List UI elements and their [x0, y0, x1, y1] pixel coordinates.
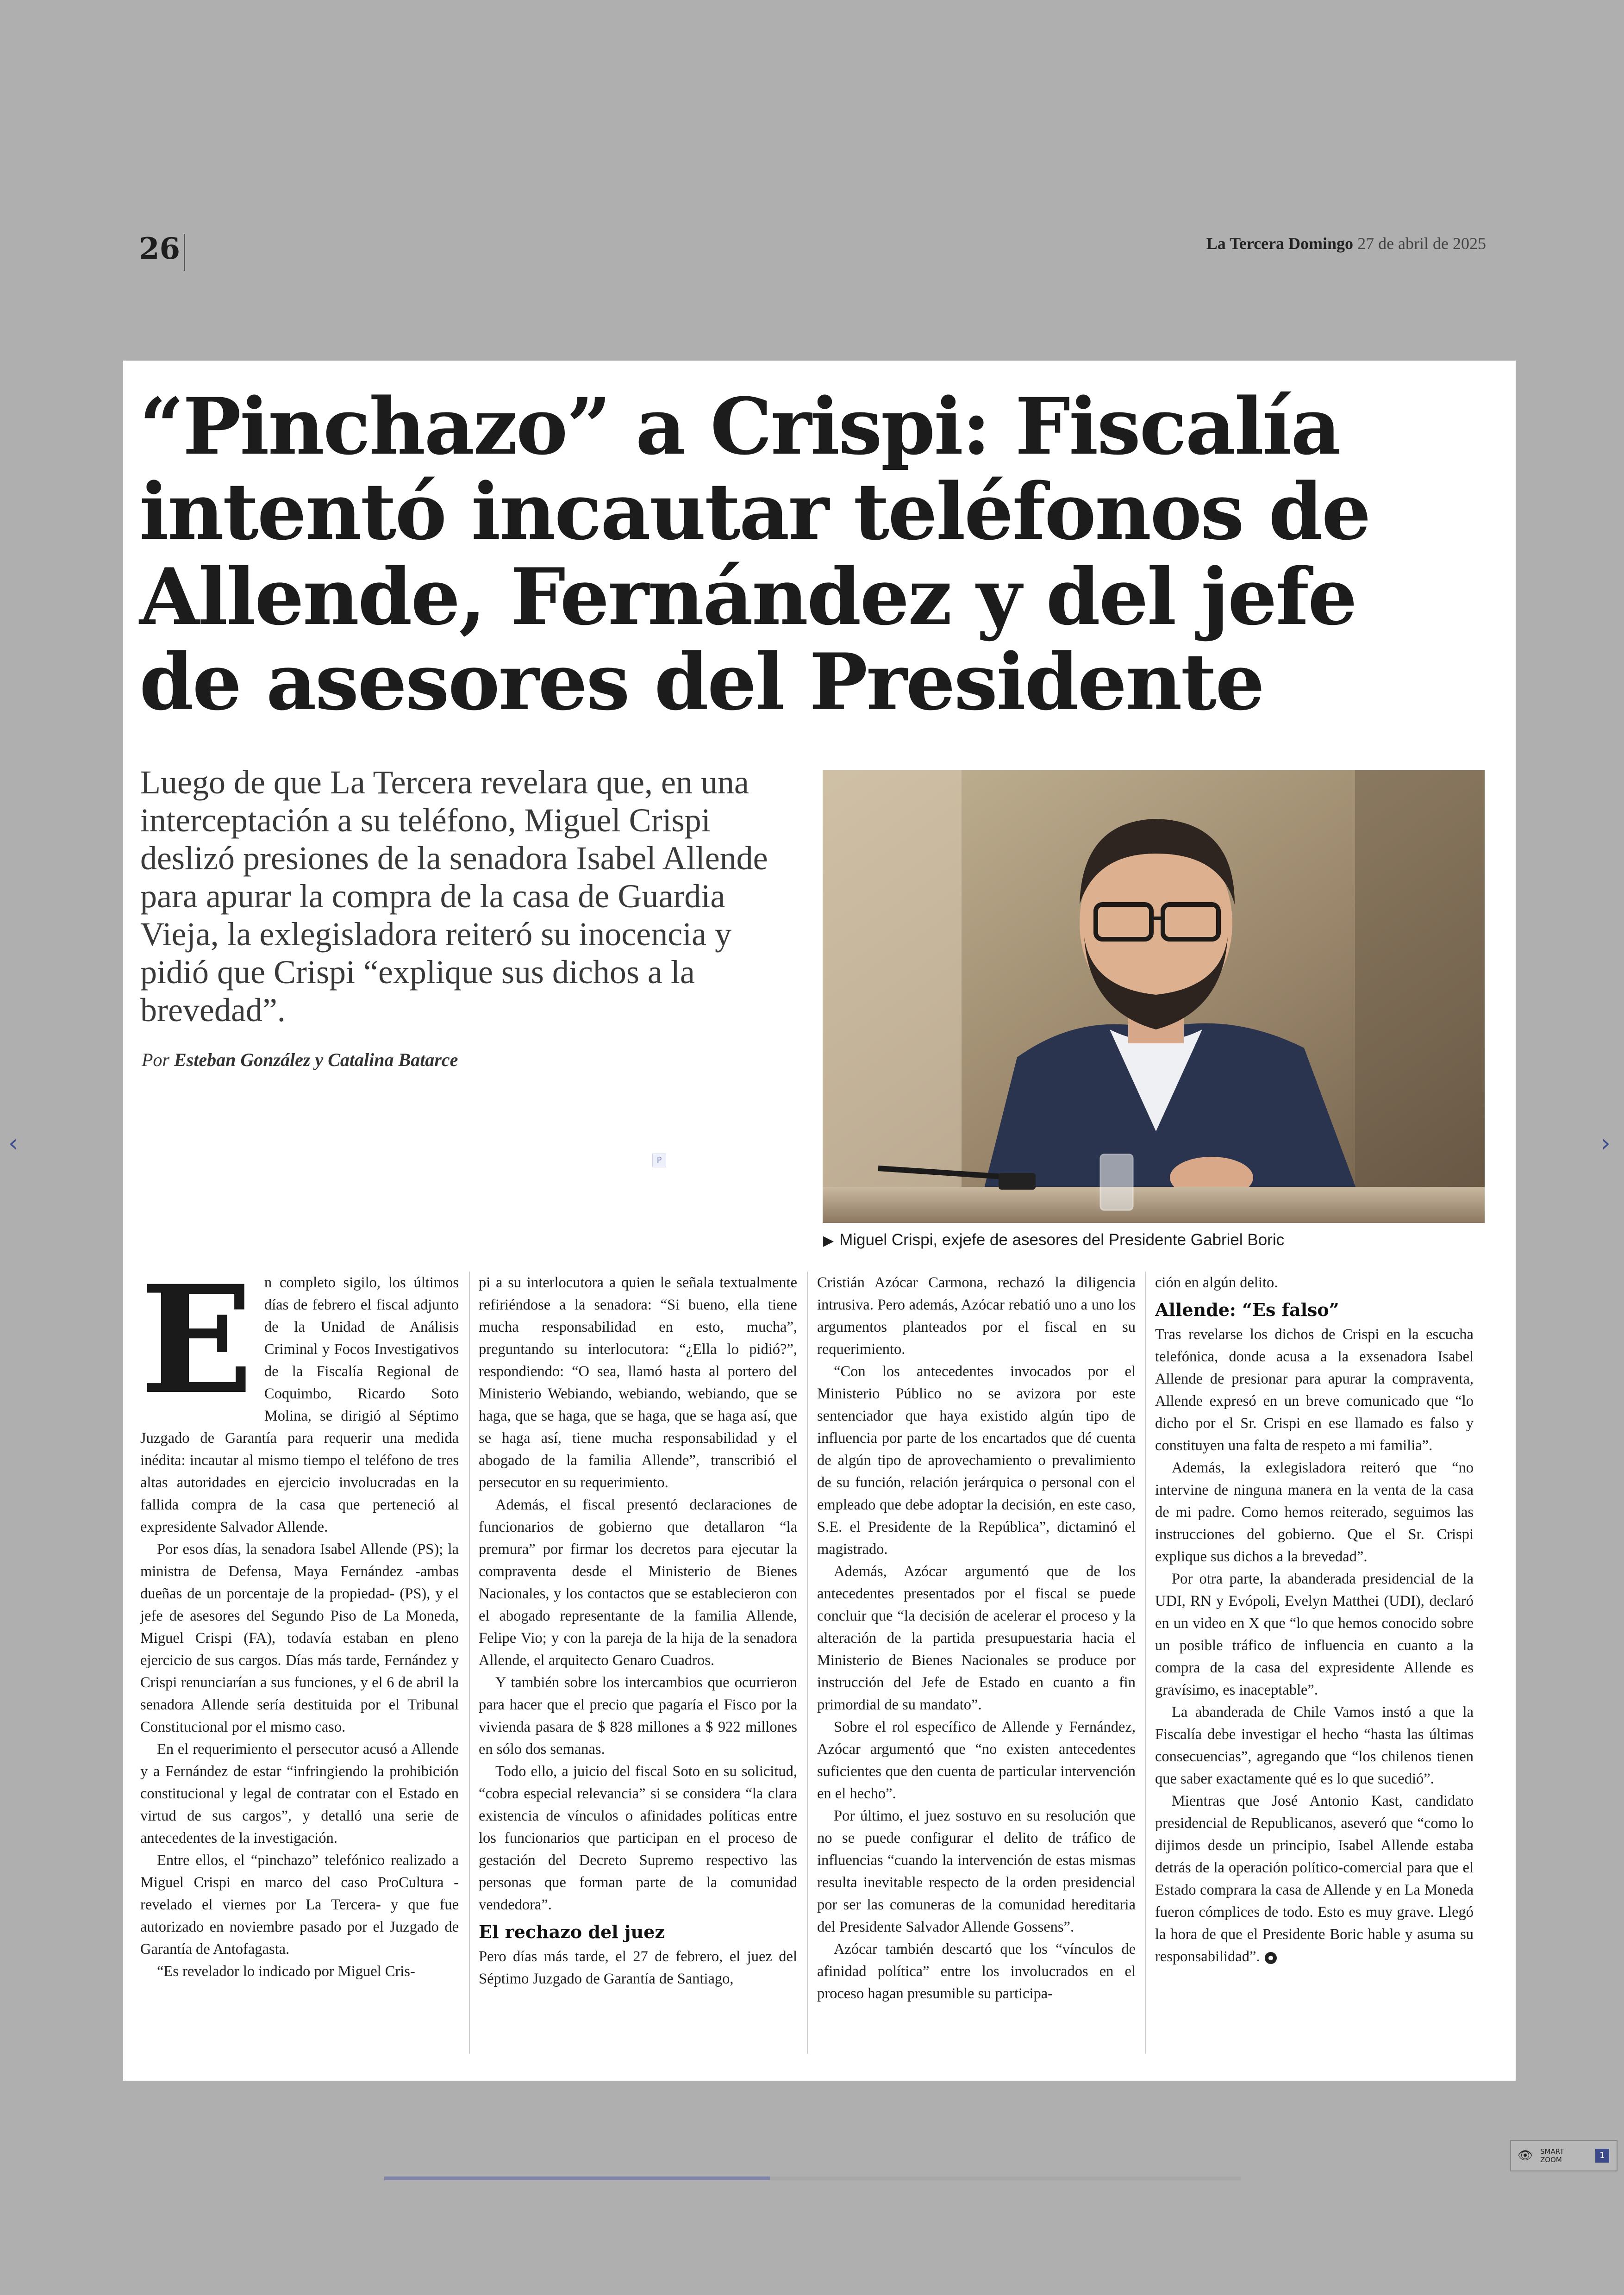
paragraph: Entre ellos, el “pinchazo” telefónico realizado a Miguel Crispi en marco del caso ProCultura -revelado el viernes por La Tercera- y que fue autorizado en noviembre pasado por el Juzgado de Garantía de Antofagasta. [140, 1852, 459, 1958]
paragraph: Todo ello, a juicio del fiscal Soto en su solicitud, “cobra especial relevancia” si se considera “la clara existencia de vínculos o afinidades políticas entre los funcionarios que participan en el proceso de gestación del Decreto Supremo respectivo las personas que forman parte de la comunidad vendedora”. [479, 1763, 797, 1913]
column-4 [1155, 1272, 1474, 2058]
paragraph: Tras revelarse los dichos de Crispi en la escucha telefónica, donde acusa a la exsenadora Isabel Allende de presionar para apurar la compraventa, Allende expresó en un breve comunicado que “lo dicho por el Sr. Crispi en ese llamado es falso y constituyen una falta de respeto a mi familia”. [1155, 1326, 1474, 1454]
paragraph: Sobre el rol específico de Allende y Fernández, Azócar argumentó que “no existen antecedentes suficientes que den cuenta de particular intervención en el hecho”. [817, 1719, 1136, 1802]
paragraph: “Es revelador lo indicado por Miguel Cris- [157, 1963, 415, 1980]
column-3 [817, 1272, 1136, 2058]
column-2 [479, 1272, 797, 2058]
paragraph: Por otra parte, la abanderada presidencial de la UDI, RN y Evópoli, Evelyn Matthei (UDI), declaró en un video en X que “lo que hemos conocido sobre un posible tráfico de influencia en cuanto a la compra de la casa del expresidente Allende es gravísimo, es inaceptable”. [1155, 1571, 1474, 1698]
publication-date: 27 de abril de 2025 [1357, 234, 1486, 253]
paragraph: En el requerimiento el persecutor acusó a Allende y a Fernández de estar “infringiendo la prohibición constitucional y legal de contratar con el Estado en virtud de sus cargos”, y detalló una serie de antecedentes de la investigación. [140, 1741, 459, 1846]
caption-arrow-icon: ▶ [823, 1233, 834, 1248]
paragraph: Pero días más tarde, el 27 de febrero, el juez del Séptimo Juzgado de Garantía de Santiago, [479, 1948, 797, 1987]
paragraph-text: Mientras que José Antonio Kast, candidato presidencial de Republicanos, aseveró que “como lo dijimos desde un principio, Isabel Allende estaba detrás de la operación político-comercial para que el Estado comprara la casa de Allende y en La Moneda fueron cómplices de todo. Esto es muy grave. Llegó la hora de que el Presidente Boric hable y asuma su responsabilidad”. [1155, 1793, 1474, 1965]
paragraph: Azócar también descartó que los “vínculos de afinidad política” entre los involucrados en el proceso hagan presumible su participa- [817, 1941, 1136, 2002]
eye-icon: 👁 [1518, 2149, 1533, 2163]
headline: “Pinchazo” a Crispi: Fiscalía intentó incautar teléfonos de Allende, Fernández y del jefe de asesores del Presidente [139, 380, 1370, 728]
paragraph: ción en algún delito. [1155, 1274, 1278, 1291]
reading-progress-fill [384, 2177, 770, 2180]
article-body [140, 1272, 1487, 2058]
subhead: Allende: “Es falso” [1155, 1299, 1339, 1320]
paragraph: pi a su interlocutora a quien le señala textualmente refiriéndose a la senadora: “Si bueno, ella tiene mucha responsabilidad en esto, mucha”, preguntando su interlocutora: “¿Ella lo pidió?”, respondiendo: “O sea, llamó hasta al portero del Ministerio Webiando, webiando, webiando, que se haga, que se haga, que se haga, que se haga así, que se haga así, tiene mucha responsabilidad y el abogado de la familia Allende”, transcribió el persecutor en su requerimiento. [479, 1274, 797, 1491]
paragraph: n completo sigilo, los últimos días de febrero el fiscal adjunto de la Unidad de Análisis Criminal y Focos Investigativos de la Fiscalía Regional de Coquimbo, Ricardo Soto Molina, se dirigió al Séptimo Juzgado de Garantía para requerir una medida inédita: incautar al mismo tiempo el teléfono de tres altas autoridades en ejercicio involucradas en la fallida compra de la casa que perteneció al expresidente Salvador Allende. [140, 1274, 459, 1535]
portrait-illustration [823, 770, 1485, 1223]
small-marker-icon[interactable]: P [652, 1154, 666, 1167]
column-divider [1145, 1272, 1146, 2054]
next-page-arrow-icon[interactable]: › [1601, 1129, 1611, 1157]
photo-caption-text: Miguel Crispi, exjefe de asesores del Presidente Gabriel Boric [839, 1231, 1285, 1249]
byline-authors: Esteban González y Catalina Batarce [174, 1049, 458, 1070]
photo-caption [823, 1231, 1284, 1249]
column-divider [469, 1272, 470, 2054]
article-page [123, 361, 1516, 2081]
paragraph: Por último, el juez sostuvo en su resolución que no se puede configurar el delito de tráfico de influencias “cuando la intervención de estas mismas resulta inevitable respecto de la orden presidencial por ser las comuneras de la comunidad hereditaria del Presidente Salvador Allende Gossens”. [817, 1808, 1136, 1935]
page-number: 26 [139, 231, 181, 266]
paragraph: Además, el fiscal presentó declaraciones de funcionarios de gobierno que detallaron “la premura” por firmar los decretos para ejecutar la compraventa desde el Ministerio de Bienes Nacionales, y los contactos que se establecieron con el abogado representante de la familia Allende, Felipe Vio; y con la pareja de la hija de la senadora Allende, el arquitecto Genaro Cuadros. [479, 1497, 797, 1669]
smart-zoom-label: SMART ZOOM [1540, 2147, 1564, 2164]
publication-name: La Tercera Domingo [1206, 234, 1354, 253]
byline [142, 1049, 458, 1071]
article-dek: Luego de que La Tercera revelara que, en una interceptación a su teléfono, Miguel Crispi deslizó presiones de la senadora Isabel Allende para apurar la compra de la casa de Guardia Vieja, la exlegisladora reiteró su inocencia y pidió que Crispi “explique sus dichos a la brevedad”. [140, 764, 768, 1029]
smart-zoom-button[interactable] [1510, 2140, 1618, 2171]
paragraph: “Con los antecedentes invocados por el Ministerio Público no se avizora por este sentenciador que haya existido algún tipo de influencia por parte de los encartados que dé cuenta de algún tipo de aprovechamiento o prevalimiento de su función, relación jerárquica o personal con el empleado que debe adoptar la decisión, en este caso, S.E. el Presidente de la República”, dictaminó el magistrado. [817, 1363, 1136, 1558]
paragraph: Además, la exlegisladora reiteró que “no intervine de ninguna manera en la venta de la casa de mi padre. Como hemos reiterado, seguimos las instrucciones del gobierno. Que el Sr. Crispi explique sus dichos a la brevedad”. [1155, 1459, 1474, 1565]
paragraph: La abanderada de Chile Vamos instó a que la Fiscalía debe investigar el hecho “hasta las últimas consecuencias”, agregando que “los chilenos tienen que saber exactamente qué es lo que sucedió”. [1155, 1704, 1474, 1787]
page-number-divider [184, 234, 185, 271]
masthead [1206, 234, 1486, 253]
end-of-article-icon [1265, 1952, 1277, 1964]
paragraph: Por esos días, la senadora Isabel Allende (PS); la ministra de Defensa, Maya Fernández -ambas dueñas de un porcentaje de la propiedad- (PS), y el jefe de asesores del Segundo Piso de La Moneda, Miguel Crispi (FA), todavía estaban en pleno ejercicio de sus cargos. Días más tarde, Fernández y Crispi renunciarían a sus funciones, y el 6 de abril la senadora Allende sería destituida por el Tribunal Constitucional por el mismo caso. [140, 1541, 459, 1735]
paragraph: Además, Azócar argumentó que de los antecedentes presentados por el fiscal se puede concluir que “la decisión de acelerar el proceso y la alteración de la partida presupuestaria hacia el Ministerio de Bienes Nacionales se produce por instrucción del Jefe de Estado en cuanto a fin primordial de su mandato”. [817, 1563, 1136, 1713]
byline-prefix: Por [142, 1049, 169, 1070]
article-photo [823, 770, 1485, 1223]
column-divider [807, 1272, 808, 2054]
column-1 [140, 1272, 459, 2058]
drop-cap: E [140, 1272, 253, 1427]
paragraph: Y también sobre los intercambios que ocurrieron para hacer que el precio que pagaría el Fisco por la vivienda pasara de $ 828 millones a $ 922 millones en sólo dos semanas. [479, 1674, 797, 1758]
previous-page-arrow-icon[interactable]: ‹ [8, 1129, 18, 1157]
smart-zoom-toggle[interactable]: 1 [1595, 2149, 1609, 2163]
paragraph [1155, 1790, 1474, 1968]
paragraph: Cristián Azócar Carmona, rechazó la diligencia intrusiva. Pero además, Azócar rebatió uno a uno los argumentos planteados por el fiscal en su requerimiento. [817, 1274, 1136, 1358]
subhead: El rechazo del juez [479, 1921, 665, 1942]
reading-progress-bar[interactable] [384, 2177, 1241, 2180]
